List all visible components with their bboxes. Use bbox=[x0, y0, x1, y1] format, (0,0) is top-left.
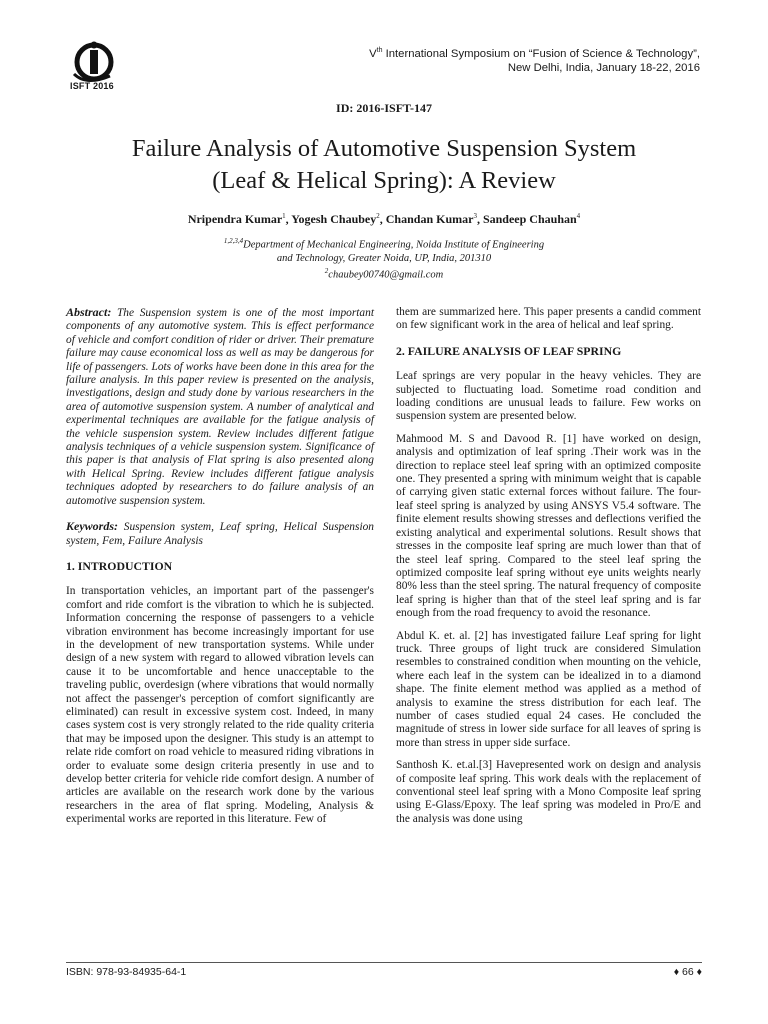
section-heading-leaf-spring: 2. FAILURE ANALYSIS OF LEAF SPRING bbox=[396, 343, 622, 358]
affiliation: $^{1,2,3,4}$Department of Mechanical Engineering, Noida Institute of Engineering and Technology, Greater Noida, UP, India, 201310 $^2$chaubey00740@gmail.com bbox=[223, 237, 545, 280]
title-line-1: Failure Analysis of Automotive Suspension System bbox=[131, 135, 637, 162]
author: Nripendra Kumar bbox=[187, 212, 283, 226]
author: Chandan Kumar bbox=[385, 212, 474, 226]
title-line-2: (Leaf & Helical Spring): A Review bbox=[212, 167, 556, 194]
author: Yogesh Chaubey bbox=[291, 212, 377, 226]
footer-divider bbox=[66, 962, 702, 963]
author-list: Nripendra Kumar$^1$, Yogesh Chaubey$^2$, Chandan Kumar$^3$, Sandeep Chauhan$^4$ bbox=[187, 212, 581, 226]
page-number: ♦ 66 ♦ bbox=[673, 966, 702, 978]
conference-line-1: Vth International Symposium on “Fusion of Science & Technology”, bbox=[369, 47, 700, 60]
right-column bbox=[396, 306, 701, 835]
paper-id: ID: 2016-ISFT-147 bbox=[336, 101, 432, 115]
introduction-text: In transportation vehicles, an important part of the passenger's comfort and ride comfort is the vibration to which he is subjected. Information concerning the response of passengers to a vehicle vibration environment has become increasingly important for use in the development of new transportation systems. While under design of a new system with regard to allowed vibration levels can cause it to be uncomfortable and hence unacceptable to the traveling public, overdesign (where vibrations that would normally not affect the passenger's perception of comfort significantly are eliminated) can result in excessive system cost. Indeed, in many cases system cost is very strongly related to the ride quality criteria that may be imposed upon the designer. This study is an attempt to relate ride comfort on road vehicle to measured riding vibrations in order to evaluate some design criteria presently in use and to develop better criteria for vehicle ride comfort design. A number of articles are available on the research work done by the various researchers in the area of flat spring. Modeling, Analysis & experimental works are reported in this literature. Few of bbox=[66, 585, 374, 826]
abstract: Abstract: The Suspension system is one of the most important components of any automotive system. This is effect performance of vehicle and comfort condition of rider or driver. Their premature failure may cause economical loss as well as may be dangerous for life of passengers. Lots of works have been done in this area for the failure analysis. In this paper review is presented on the analysis, investigations, design and study done by various researchers in the area of automotive suspension system. A number of analytical and experimental techniques are available for the fatigue analysis of the vehicle suspension system. Review includes different fatigue analysis techniques of a vehicle suspension system. Significance of this paper is that analysis of Flat spring is also presented along with Helical Spring. Review includes different fatigue analysis techniques adopted by researchers to do failure analysis of an automotive suspension system. bbox=[66, 305, 374, 507]
paragraph: Abdul K. et. al. [2] has investigated failure Leaf spring for light truck. Three groups of light truck are considered Simulation resembles to constrained condition when mounting on the vehicle, where each leaf in the system can be idealized in to a diamond shape. The finite element method was applied as a method of analysis to examine the stress distribution for each leaf. The number of cases studied equal 24 cases. He concluded the magnitude of stress in lower side surface for all leaves of spring is more than stress in upper side surface. bbox=[396, 629, 701, 749]
author-email[interactable]: chaubey00740@gmail.com bbox=[328, 269, 444, 280]
author: Sandeep Chauhan bbox=[482, 212, 577, 226]
left-column bbox=[66, 306, 374, 836]
introduction-continued: them are summarized here. This paper presents a candid comment on few significant work in the area of helical and leaf spring. bbox=[396, 306, 701, 332]
paper-title bbox=[60, 133, 708, 197]
paragraph: Leaf springs are very popular in the heavy vehicles. They are subjected to fluctuating load. Sometime road condition and loading conditions are unusual leads to failure. Few works on suspension system are presented below. bbox=[396, 370, 701, 423]
paragraph: Santhosh K. et.al.[3] Havepresented work on design and analysis of composite leaf spring. This work deals with the replacement of conventional steel leaf spring with a Mono Composite leaf spring using E-Glass/Epoxy. The leaf spring was modeled in Pro/E and the analysis was done using bbox=[396, 759, 701, 825]
keywords: Keywords: Suspension system, Leaf spring, Helical Suspension system, Fem, Failure Analysis bbox=[66, 519, 374, 547]
isbn: ISBN: 978-93-84935-64-1 bbox=[66, 966, 187, 978]
section-heading-introduction: 1. INTRODUCTION bbox=[66, 558, 173, 573]
conference-line-2: New Delhi, India, January 18-22, 2016 bbox=[507, 61, 700, 74]
conference-header bbox=[369, 44, 700, 75]
logo-text: ISFT 2016 bbox=[70, 81, 114, 91]
paragraph: Mahmood M. S and Davood R. [1] have worked on design, analysis and optimization of leaf spring .Their work was in the direction to replace steel leaf spring with an optimized composite one. They presented a spring with minimum weight that is capable of carrying given static external forces without failure. The four-leaf steel spring is analyzed by using ANSYS V5.4 software. The finite element results showing stresses and deflections verified the existing analytical and experimental solutions. Result shows that stresses in the composite leaf spring are much lower than that of the steel leaf spring. Compared to the steel leaf spring the optimized composite leaf spring without eye units weights nearly 80% less than the steel spring. The natural frequency of composite leaf spring is higher than that of the steel leaf spring and is far enough from the road frequency to avoid the resonance. bbox=[396, 432, 701, 620]
